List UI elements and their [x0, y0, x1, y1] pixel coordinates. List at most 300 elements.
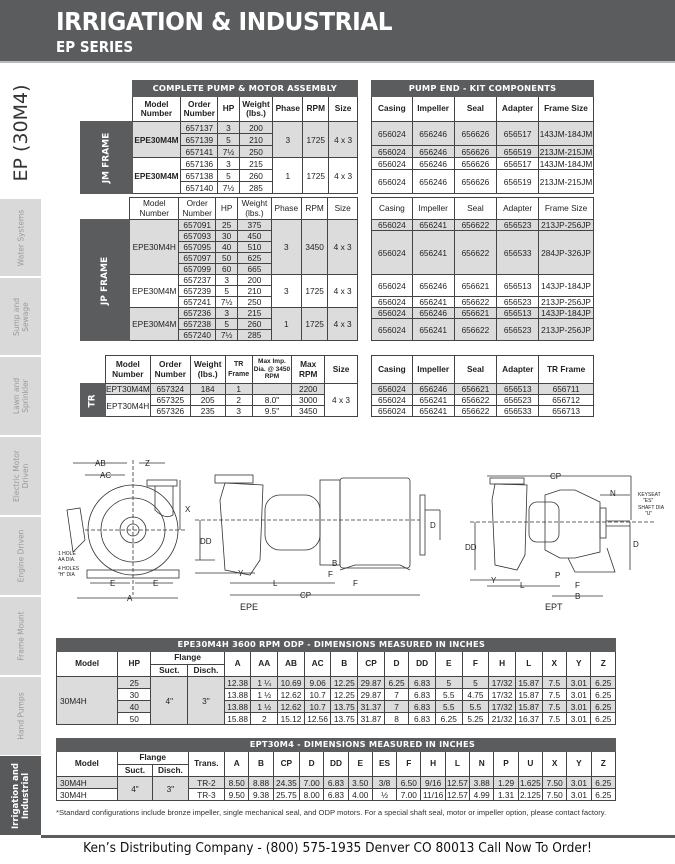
table-cell: 656024	[372, 395, 413, 406]
table-cell: 1	[225, 384, 252, 395]
table-cell: 25	[118, 677, 151, 689]
table-cell: 260	[238, 319, 272, 330]
table-cell: 24.35	[273, 777, 299, 789]
table-cell: 657241	[179, 297, 216, 308]
table-cell: 656533	[497, 406, 539, 417]
table-header-cell: TR Frame	[539, 356, 594, 384]
table-cell: 6.25	[591, 713, 616, 725]
table-header-cell: Z	[591, 752, 615, 777]
table-cell: 3	[218, 122, 239, 134]
table-cell: EPE30M4M	[130, 275, 179, 308]
table-cell: 15.88	[224, 713, 251, 725]
table-cell: 3"	[188, 677, 225, 725]
table-cell: 657236	[179, 308, 216, 319]
table-cell: 656622	[454, 406, 497, 417]
table-cell	[252, 384, 292, 395]
table-cell: 3.01	[567, 689, 591, 701]
kit-table-jm	[371, 80, 594, 194]
table-cell: 656713	[539, 406, 594, 417]
table-cell: 3	[271, 220, 301, 275]
table-cell: 656513	[497, 275, 539, 297]
table-cell: 450	[238, 231, 272, 242]
table-cell: 213JM-215JM	[539, 170, 594, 194]
table-header-cell: HP	[216, 198, 238, 220]
table-cell: 8.50	[225, 777, 249, 789]
table-header-cell: AA	[251, 652, 278, 677]
table-header-cell: D	[384, 652, 408, 677]
pump-drawing-icon	[55, 440, 670, 615]
table-cell: 6.25	[435, 713, 462, 725]
table-cell: 3	[273, 122, 303, 158]
table-cell: 50	[118, 713, 151, 725]
table-cell: 4"	[151, 677, 188, 725]
svg-text:AB: AB	[95, 459, 106, 468]
table-cell: 6.83	[409, 701, 436, 713]
svg-text:L: L	[273, 579, 278, 588]
table-cell: 656513	[497, 308, 539, 319]
table-header-cell: Y	[567, 752, 591, 777]
sidebar-title: EP (30M4)	[0, 66, 41, 199]
table-cell: 1.625	[519, 777, 541, 788]
table-cell: 657097	[179, 253, 216, 264]
table-cell: 15.87	[515, 701, 542, 713]
svg-text:SHAFT DIA: SHAFT DIA	[638, 505, 665, 511]
pump-dimension-diagram	[55, 440, 670, 615]
kit-table-tr	[371, 355, 594, 417]
table-cell: 656513	[497, 384, 539, 395]
table-header-cell: Seal	[454, 356, 497, 384]
table-cell: 40	[118, 701, 151, 713]
table-cell: 656246	[412, 308, 454, 319]
table-cell: 1 ½	[251, 689, 278, 701]
table-header-cell: B	[331, 652, 358, 677]
table-cell: 12.56	[304, 713, 331, 725]
table-header-cell: EPE30M4H 3600 RPM ODP - DIMENSIONS MEASURED IN INCHES	[57, 639, 616, 652]
tr-frame-label: TR	[81, 384, 106, 417]
table-cell: 213JP-256JP	[539, 319, 594, 341]
table-cell: 656626	[454, 146, 497, 158]
table-cell: 50	[216, 253, 238, 264]
table-cell: 8	[384, 713, 408, 725]
table-header-cell: Weight (lbs.)	[239, 97, 273, 122]
svg-text:N: N	[610, 489, 616, 498]
table-cell: 3.01	[567, 701, 591, 713]
table-header-cell: Flange	[151, 652, 224, 665]
table-cell: 205	[190, 395, 225, 406]
table-cell: 12.25	[331, 677, 358, 689]
ept-dimensions-table	[56, 738, 616, 801]
footnote: *Standard configurations include bronze impeller, single mechanical seal, and ODP motors. For a special shaft seal, motor or impeller option, please contact factory.	[56, 808, 607, 817]
table-header-cell: DD	[324, 752, 348, 777]
table-cell: 656622	[454, 231, 497, 275]
table-cell: 5	[218, 170, 239, 182]
table-cell: EPT30M4M	[105, 384, 150, 394]
sidebar-tab-engine-driven[interactable]: Engine Driven	[0, 517, 41, 596]
table-cell: 7	[384, 689, 408, 701]
table-cell: 656519	[497, 170, 539, 194]
table-cell: 657239	[179, 286, 216, 297]
table-header-cell: Model Number	[132, 97, 181, 122]
table-header-cell: Order Number	[150, 356, 190, 384]
table-cell: 1	[271, 308, 301, 341]
table-cell: 3"	[153, 777, 188, 801]
table-cell: 4.00	[348, 789, 372, 801]
table-cell: 12.57	[447, 789, 468, 800]
table-cell: 3/8	[372, 777, 396, 789]
table-cell: 657141	[181, 146, 218, 158]
svg-text:EPT: EPT	[545, 602, 563, 612]
table-cell: 656621	[454, 384, 497, 395]
table-cell: 5.5	[435, 701, 462, 713]
page-title: IRRIGATION & INDUSTRIAL	[56, 7, 393, 36]
table-cell: 2.125	[519, 789, 541, 800]
table-cell: 8.0"	[252, 395, 292, 406]
table-cell: 213JP-256JP	[539, 297, 594, 308]
table-cell: 625	[238, 253, 272, 264]
svg-text:Y: Y	[238, 569, 244, 578]
table-cell: 10.7	[304, 701, 331, 713]
sidebar-tab-sump-sewage[interactable]: Sump and Sewage	[0, 278, 41, 356]
table-header-cell: Disch.	[188, 665, 225, 677]
table-header-cell: Disch.	[153, 765, 188, 777]
table-cell: 12.62	[278, 701, 305, 713]
svg-text:F: F	[353, 579, 358, 588]
svg-text:Y: Y	[491, 576, 497, 585]
table-cell: 656523	[497, 297, 539, 308]
table-cell: 31.37	[358, 701, 385, 713]
table-cell: 3450	[301, 220, 327, 275]
table-header-cell: Size	[325, 356, 358, 384]
table-cell: 16.37	[515, 713, 542, 725]
sidebar-tab-frame-mount[interactable]: Frame Mount	[0, 597, 41, 676]
table-cell: 656241	[412, 220, 454, 231]
table-header-cell: Frame Size	[539, 97, 594, 122]
table-cell: 6.50	[397, 777, 421, 789]
table-cell: 656519	[497, 146, 539, 158]
table-cell: 13.88	[224, 689, 251, 701]
table-cell: 7.5	[542, 713, 566, 725]
table-header-cell: RPM	[303, 97, 329, 122]
table-cell: 7½	[216, 330, 238, 341]
table-header-cell: Casing	[372, 97, 413, 122]
table-cell: 657326	[150, 406, 190, 417]
table-cell: 6.25	[591, 689, 616, 701]
table-cell: 12.57	[447, 777, 468, 788]
table-cell: 656523	[497, 395, 539, 406]
table-cell: 10.69	[278, 677, 305, 689]
table-cell: 12.25	[331, 689, 358, 701]
svg-text:B: B	[575, 592, 581, 601]
svg-text:DD: DD	[200, 537, 212, 546]
epe-dimensions-table	[56, 638, 616, 725]
table-cell: 210	[238, 286, 272, 297]
table-cell: 31.87	[358, 713, 385, 725]
table-cell: 235	[190, 406, 225, 417]
table-cell: 656241	[412, 406, 454, 417]
table-cell: 656024	[372, 319, 413, 341]
table-cell: 657138	[181, 170, 218, 182]
svg-text:D: D	[633, 540, 639, 549]
table-header-cell: Model Number	[105, 356, 150, 384]
table-cell: 6.25	[591, 789, 615, 801]
table-cell: 1725	[301, 275, 327, 308]
table-cell: 17/32	[489, 677, 516, 689]
table-cell: 6.83	[324, 789, 348, 801]
table-cell: 656024	[372, 275, 413, 297]
table-cell: 7.00	[300, 777, 324, 789]
table-cell: 656622	[454, 297, 497, 308]
table-cell: 15.12	[278, 713, 305, 725]
table-cell: 657140	[181, 182, 218, 194]
table-cell: 1725	[303, 158, 329, 194]
table-cell: 6.83	[324, 777, 348, 789]
table-header-cell: Impeller	[412, 356, 454, 384]
table-header-cell: D	[300, 752, 324, 777]
table-header-cell: TR Frame	[225, 356, 252, 384]
table-cell: 656246	[412, 146, 454, 158]
table-cell: 657093	[179, 231, 216, 242]
table-cell: 21/32	[489, 713, 516, 725]
table-header-cell: B	[249, 752, 273, 777]
table-cell: 2200	[292, 384, 325, 395]
table-header-cell: Adapter	[497, 198, 539, 220]
table-header-cell: Max Imp. Dia. @ 3450 RPM	[252, 356, 292, 384]
sidebar-tab-lawn-sprinkler[interactable]: Lawn and Sprinkler	[0, 357, 41, 436]
table-cell: 15.87	[515, 677, 542, 689]
table-cell: 3	[216, 308, 238, 319]
table-cell: 657238	[179, 319, 216, 330]
table-cell: 657324	[150, 384, 190, 395]
table-cell: 656024	[372, 170, 413, 194]
footer-contact: Ken’s Distributing Company - (800) 575-1935 Denver CO 80013 Call Now To Order!	[83, 841, 592, 856]
jm-frame-label: JM FRAME	[81, 122, 133, 194]
table-cell: 2	[225, 395, 252, 406]
table-cell: 656712	[539, 395, 594, 406]
svg-text:KEYSEAT: KEYSEAT	[638, 492, 661, 498]
svg-text:L: L	[520, 581, 525, 590]
table-header-cell: E	[435, 652, 462, 677]
table-cell: 665	[238, 264, 272, 275]
table-header-cell: Seal	[454, 97, 497, 122]
table-cell: 60	[216, 264, 238, 275]
table-cell: 657240	[179, 330, 216, 341]
table-cell: 657137	[181, 122, 218, 134]
table-header-cell: Impeller	[412, 198, 454, 220]
table-cell: 10.7	[304, 689, 331, 701]
table-cell: 656024	[372, 384, 413, 395]
table-cell: 6.25	[384, 677, 408, 689]
table-cell: 210	[239, 134, 273, 146]
table-header-cell: H	[421, 752, 445, 777]
table-cell: 213JM-215JM	[539, 146, 593, 157]
table-cell: 285	[239, 182, 273, 194]
table-cell: 9.50	[225, 789, 249, 801]
table-cell: 143JP-184JP	[539, 308, 594, 319]
table-cell: 656246	[412, 170, 454, 194]
table-cell: 200	[238, 275, 272, 286]
table-header-cell: RPM	[301, 198, 327, 220]
table-cell: 25	[216, 220, 238, 231]
table-cell: 13.75	[331, 701, 358, 713]
table-header-cell: U	[518, 752, 542, 777]
table-cell: 143JM-184JM	[539, 158, 593, 169]
table-header-cell: Order Number	[179, 198, 216, 220]
table-cell: 3.88	[470, 777, 494, 789]
table-cell: 9.38	[249, 789, 273, 801]
table-cell: 17/32	[489, 689, 516, 701]
table-cell: 7.5	[542, 689, 566, 701]
table-header-cell: Adapter	[497, 97, 539, 122]
table-cell: EPE30M4M	[132, 158, 181, 194]
table-cell: 4 x 3	[328, 220, 358, 275]
table-header-cell: Phase	[271, 198, 301, 220]
table-cell	[81, 81, 133, 97]
table-cell: 656626	[454, 170, 497, 194]
table-header-cell: L	[515, 652, 542, 677]
table-cell: 656024	[372, 308, 413, 319]
table-cell: 40	[216, 242, 238, 253]
table-cell: 250	[238, 297, 272, 308]
table-cell: EPE30M4M	[130, 308, 179, 341]
table-header-cell: Frame Size	[539, 198, 594, 220]
table-cell: 3.01	[567, 777, 591, 789]
svg-text:A: A	[127, 594, 133, 603]
table-header-cell: Flange	[117, 752, 188, 765]
table-cell: 8.00	[300, 789, 324, 801]
table-header-cell: Y	[567, 652, 591, 677]
table-header-cell: Suct.	[151, 665, 188, 677]
table-cell: 9.06	[304, 677, 331, 689]
svg-text:EPE: EPE	[240, 602, 259, 612]
table-cell: 6.25	[591, 677, 616, 689]
svg-text:AA DIA.: AA DIA.	[58, 557, 76, 563]
table-cell: 17/32	[489, 701, 516, 713]
table-cell: 7	[384, 701, 408, 713]
svg-text:P: P	[555, 571, 561, 580]
table-cell: EPE30M4M	[132, 122, 181, 158]
table-cell: 4 x 3	[328, 308, 358, 341]
table-cell: 3	[216, 275, 238, 286]
table-cell: 213JP-256JP	[539, 220, 594, 231]
table-cell: 510	[238, 242, 272, 253]
table-header-cell: Impeller	[412, 97, 454, 122]
assembly-table-jm	[80, 80, 358, 194]
table-cell: 184	[190, 384, 225, 395]
table-header-cell: Casing	[372, 198, 413, 220]
table-cell: 656246	[412, 275, 454, 297]
table-cell: 656517	[497, 158, 539, 170]
table-cell: 260	[239, 170, 273, 182]
table-cell: 3	[218, 158, 239, 170]
table-cell: 7.50	[542, 777, 566, 789]
table-cell: 7½	[218, 146, 239, 158]
table-cell: 1 ¼	[251, 677, 278, 689]
table-header-cell: Suct.	[117, 765, 152, 777]
table-cell: 5.5	[435, 689, 462, 701]
table-cell: 12.38	[224, 677, 251, 689]
table-cell: 30	[216, 231, 238, 242]
table-cell: 656024	[372, 297, 413, 308]
table-cell: 3.01	[567, 713, 591, 725]
table-cell: 656024	[372, 220, 413, 231]
table-cell: 215	[239, 158, 273, 170]
sidebar	[0, 66, 41, 836]
table-header-cell: Weight (lbs.)	[238, 198, 272, 220]
table-header-cell: Adapter	[497, 356, 539, 384]
table-cell: 656246	[412, 384, 454, 395]
table-cell: ½	[372, 789, 396, 801]
table-cell: 656024	[372, 158, 413, 170]
table-cell: 4.99	[470, 789, 494, 801]
svg-text:X: X	[185, 505, 191, 514]
table-cell: 657237	[179, 275, 216, 286]
table-cell: 11/16	[421, 789, 445, 801]
table-header-cell: F	[397, 752, 421, 777]
sidebar-tab-hand-pumps[interactable]: Hand Pumps	[0, 677, 41, 756]
table-cell: 215	[238, 308, 272, 319]
table-header-cell: Phase	[273, 97, 303, 122]
table-header-cell: E	[348, 752, 372, 777]
table-cell	[81, 97, 133, 122]
assembly-caption: COMPLETE PUMP & MOTOR ASSEMBLY	[132, 81, 357, 97]
table-cell: 6.25	[591, 701, 616, 713]
table-cell: 29.87	[358, 677, 385, 689]
table-cell: 375	[238, 220, 272, 231]
table-cell: 6.25	[591, 777, 615, 789]
table-cell: 7.50	[542, 789, 566, 801]
table-cell: 284JP-326JP	[539, 231, 594, 275]
table-cell: 656622	[454, 395, 497, 406]
svg-text:1 HOLE: 1 HOLE	[58, 551, 76, 557]
table-cell: EPE30M4H	[130, 220, 179, 275]
table-cell: 656024	[372, 406, 413, 417]
table-header-cell: N	[470, 752, 494, 777]
table-cell: 8.88	[249, 777, 273, 789]
table-cell: 656622	[454, 319, 497, 341]
table-cell: 5	[216, 286, 238, 297]
table-cell: 30M4H	[57, 777, 118, 789]
sidebar-tab-water-systems[interactable]: Water Systems	[0, 199, 41, 277]
table-cell: 656024	[372, 122, 413, 146]
table-cell: 285	[238, 330, 272, 341]
sidebar-tab-irrigation-industrial[interactable]: Irrigation and Industrial	[0, 756, 41, 836]
table-cell: 13.75	[331, 713, 358, 725]
table-cell: 1725	[303, 122, 329, 158]
table-header-cell: X	[542, 752, 566, 777]
svg-text:Z: Z	[145, 459, 150, 468]
table-cell: 6.83	[409, 677, 436, 689]
table-header-cell: Model	[57, 652, 118, 677]
table-cell: 9.5"	[252, 406, 292, 417]
table-cell: 656533	[497, 231, 539, 275]
svg-text:E: E	[153, 579, 159, 588]
table-header-cell: Seal	[454, 198, 497, 220]
svg-text:4 HOLES: 4 HOLES	[58, 566, 80, 572]
table-cell: 656241	[412, 319, 454, 341]
table-cell: 3.01	[567, 677, 591, 689]
table-cell: 656711	[539, 384, 594, 395]
assembly-table-jp	[80, 197, 358, 341]
table-header-cell: Z	[591, 652, 616, 677]
assembly-table-tr	[80, 355, 358, 417]
sidebar-tab-electric-motor[interactable]: Electric Motor Driven	[0, 437, 41, 516]
table-cell: 7.5	[542, 677, 566, 689]
table-cell: 656626	[454, 158, 497, 170]
table-header-cell: AC	[304, 652, 331, 677]
table-cell: 656523	[497, 220, 539, 231]
svg-text:E: E	[110, 579, 116, 588]
table-cell: 656523	[497, 319, 539, 341]
